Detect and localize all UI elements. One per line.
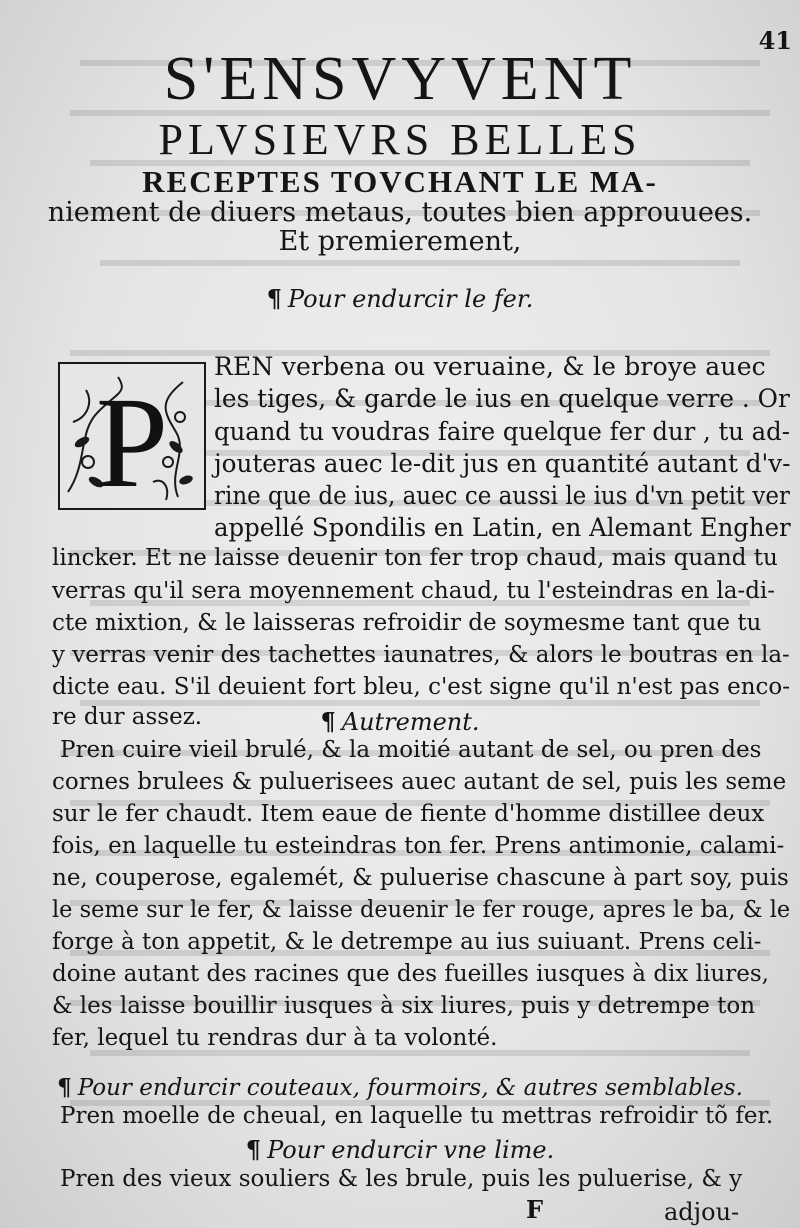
text-line: cte mixtion, & le laisseras refroidir de soymesme tant que tu bbox=[52, 610, 762, 636]
section-heading-text: Pour endurcir vne lime. bbox=[267, 1136, 555, 1164]
title-line-5: Et premierement, bbox=[278, 226, 522, 257]
signature-mark: F bbox=[526, 1195, 544, 1224]
title-line-2: PLVSIEVRS BELLES bbox=[158, 115, 642, 164]
folio-number: 41 bbox=[758, 26, 792, 55]
text-line: Pren des vieux souliers & les brule, puis les puluerise, & y bbox=[60, 1166, 743, 1192]
title-line-1: S'ENSVYVENT bbox=[163, 45, 637, 113]
text-line: y verras venir des tachettes iaunatres, & alors le boutras en la- bbox=[52, 642, 790, 668]
section-heading-lime bbox=[40, 1135, 760, 1164]
text-line: re dur assez. bbox=[52, 704, 203, 730]
text-line: dicte eau. S'il deuient fort bleu, c'est signe qu'il n'est pas enco- bbox=[52, 674, 791, 700]
text-line: sur le fer chaudt. Item eaue de fiente d'homme distillee deux bbox=[52, 801, 765, 827]
section-heading-couteaux bbox=[40, 1076, 760, 1100]
text-line: Pren cuire vieil brulé, & la moitié autant de sel, ou pren des bbox=[60, 737, 762, 763]
pilcrow-icon: ¶ bbox=[245, 1135, 262, 1164]
text-line: fois, en laquelle tu esteindras ton fer. Prens antimonie, calami- bbox=[52, 833, 785, 859]
text-line: fer, lequel tu rendras dur à ta volonté. bbox=[52, 1025, 498, 1051]
text-line: rine que de ius, auec ce aussi le ius d'vn petit ver bbox=[214, 481, 790, 510]
text-line: REN verbena ou veruaine, & le broye auec bbox=[214, 352, 766, 381]
section-heading-endurcir-fer bbox=[40, 284, 760, 313]
text-line: jouteras auec le-dit jus en quantité autant d'v- bbox=[214, 449, 791, 478]
text-line: forge à ton appetit, & le detrempe au ius suiuant. Prens celi- bbox=[52, 929, 762, 955]
text-line: lincker. Et ne laisse deuenir ton fer trop chaud, mais quand tu bbox=[52, 545, 778, 571]
section-heading-autrement bbox=[40, 707, 760, 736]
pilcrow-icon: ¶ bbox=[57, 1074, 72, 1101]
text-line: verras qu'il sera moyennement chaud, tu l'esteindras en la-di- bbox=[52, 578, 776, 604]
text-line: doine autant des racines que des fueilles iusques à dix liures, bbox=[52, 961, 769, 987]
section-heading-text: Autrement. bbox=[341, 708, 480, 736]
text-line: quand tu voudras faire quelque fer dur , tu ad- bbox=[214, 417, 790, 446]
title-line-4: niement de diuers metaus, toutes bien approuuees. bbox=[47, 197, 753, 228]
text-line: Pren moelle de cheual, en laquelle tu mettras refroidir tõ fer. bbox=[60, 1103, 774, 1129]
text-line: ne, couperose, egalemét, & puluerise chascune à part soy, puis bbox=[52, 865, 789, 891]
text-line: cornes brulees & puluerisees auec autant de sel, puis les seme bbox=[52, 769, 787, 795]
text-line: les tiges, & garde le ius en quelque verre . Or bbox=[214, 384, 790, 413]
pilcrow-icon: ¶ bbox=[320, 707, 336, 736]
title-line-3: RECEPTES TOVCHANT LE MA- bbox=[142, 164, 658, 199]
catchword: adjou- bbox=[664, 1198, 740, 1226]
decorated-initial bbox=[58, 362, 206, 510]
text-line: le seme sur le fer, & laisse deuenir le fer rouge, apres le ba, & le bbox=[52, 897, 791, 923]
section-heading-text: Pour endurcir couteaux, fourmoirs, & autres semblables. bbox=[77, 1075, 743, 1101]
text-line: & les laisse bouillir iusques à six liures, puis y detrempe ton bbox=[52, 993, 756, 1019]
pilcrow-icon: ¶ bbox=[266, 284, 282, 313]
drop-cap-letter: P bbox=[95, 371, 169, 510]
section-heading-text: Pour endurcir le fer. bbox=[287, 285, 534, 313]
text-line: appellé Spondilis en Latin, en Alemant Engher bbox=[214, 513, 791, 542]
